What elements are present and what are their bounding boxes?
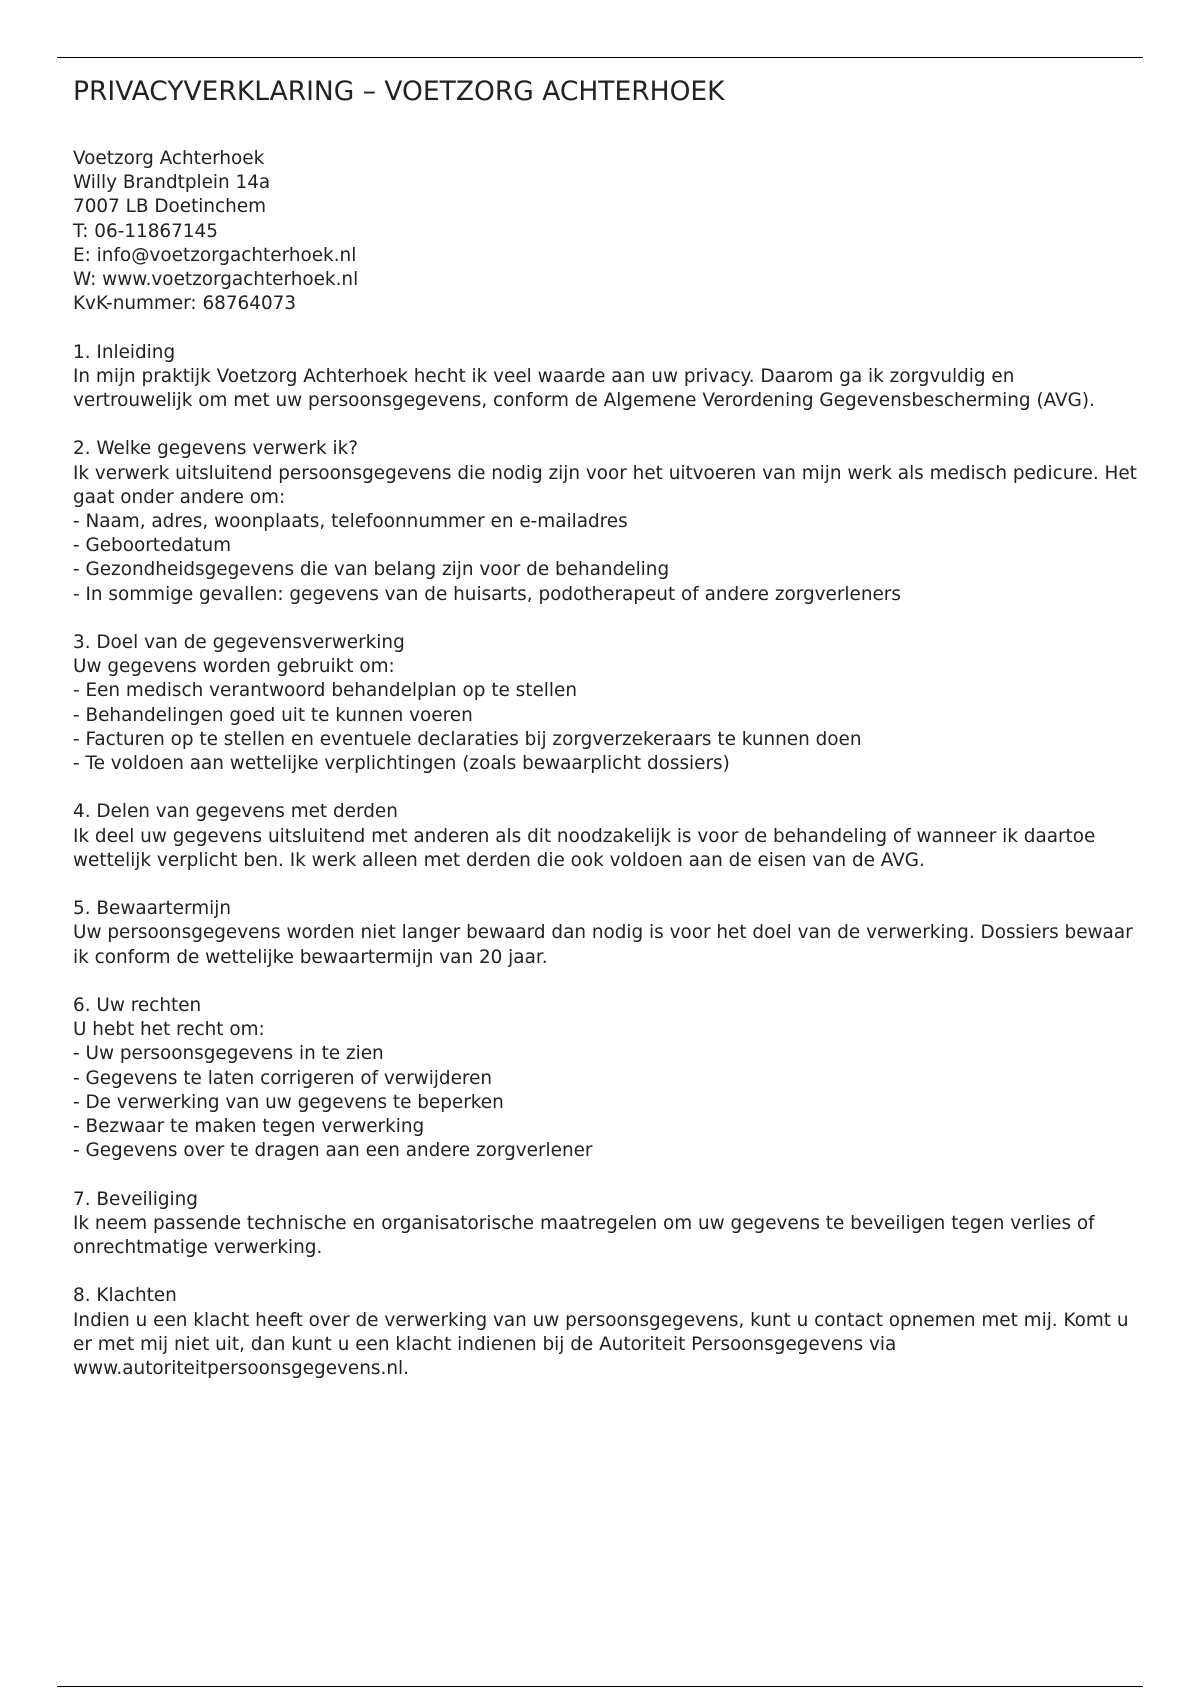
list-item: - Gegevens te laten corrigeren of verwijderen <box>73 1067 493 1089</box>
list-item: - Gegevens over te dragen aan een andere zorgverlener <box>73 1140 593 1162</box>
list-item: - Behandelingen goed uit te kunnen voeren <box>73 704 473 726</box>
list-item: - Facturen op te stellen en eventuele declaraties bij zorgverzekeraars te kunnen doen <box>73 728 862 750</box>
document-title: PRIVACYVERKLARING – VOETZORG ACHTERHOEK <box>73 76 725 107</box>
postal-city: 7007 LB Doetinchem <box>73 196 267 218</box>
section-heading: 7. Beveiliging <box>73 1188 198 1210</box>
section-heading: 2. Welke gegevens verwerk ik? <box>73 438 359 460</box>
bullet-list <box>73 679 1138 776</box>
section-inleiding <box>73 341 1138 414</box>
document-body <box>73 147 1138 1405</box>
list-item: - Bezwaar te maken tegen verwerking <box>73 1116 425 1138</box>
bottom-divider <box>57 1686 1143 1687</box>
section-body: Uw persoonsgegevens worden niet langer bewaard dan nodig is voor het doel van de verwerking. Dossiers bewaar ik conform de wettelijke bewaartermijn van 20 jaar. <box>73 922 1133 968</box>
section-heading: 1. Inleiding <box>73 341 176 363</box>
email-address: E: info@voetzorgachterhoek.nl <box>73 244 357 266</box>
section-beveiliging <box>73 1188 1138 1261</box>
section-heading: 3. Doel van de gegevensverwerking <box>73 632 405 654</box>
list-item: - Uw persoonsgegevens in te zien <box>73 1043 384 1065</box>
section-body: Ik verwerk uitsluitend persoonsgegevens die nodig zijn voor het uitvoeren van mijn werk als medisch pedicure. Het gaat onder andere om: <box>73 462 1137 508</box>
section-delen <box>73 800 1138 873</box>
section-body: Indien u een klacht heeft over de verwerking van uw persoonsgegevens, kunt u contact opnemen met mij. Komt u er met mij niet uit, dan kunt u een klacht indienen bij de Autoriteit Persoonsgegevens via www.autoriteitpersoonsgegevens.nl. <box>73 1309 1129 1380</box>
company-name: Voetzorg Achterhoek <box>73 148 265 169</box>
section-body: U hebt het recht om: <box>73 1019 265 1041</box>
kvk-number: KvK-nummer: 68764073 <box>73 293 297 315</box>
top-divider <box>57 57 1143 58</box>
section-doel <box>73 631 1138 776</box>
section-rechten <box>73 994 1138 1163</box>
contact-block <box>73 147 1138 316</box>
phone-number: T: 06-11867145 <box>73 220 218 242</box>
section-body: Uw gegevens worden gebruikt om: <box>73 656 395 678</box>
section-welke-gegevens <box>73 437 1138 606</box>
list-item: - Een medisch verantwoord behandelplan op te stellen <box>73 680 577 702</box>
section-klachten <box>73 1284 1138 1381</box>
section-heading: 4. Delen van gegevens met derden <box>73 801 398 823</box>
list-item: - Geboortedatum <box>73 535 232 557</box>
section-heading: 5. Bewaartermijn <box>73 898 232 920</box>
section-heading: 8. Klachten <box>73 1285 177 1307</box>
section-bewaartermijn <box>73 897 1138 970</box>
website-address: W: www.voetzorgachterhoek.nl <box>73 269 359 291</box>
street-address: Willy Brandtplein 14a <box>73 172 271 194</box>
section-body: Ik deel uw gegevens uitsluitend met anderen als dit noodzakelijk is voor de behandeling of wanneer ik daartoe wettelijk verplicht ben. Ik werk alleen met derden die ook voldoen aan de eisen van de AVG. <box>73 825 1096 871</box>
list-item: - De verwerking van uw gegevens te beperken <box>73 1091 504 1113</box>
section-body: Ik neem passende technische en organisatorische maatregelen om uw gegevens te beveiligen tegen verlies of onrechtmatige verwerking. <box>73 1212 1095 1259</box>
bullet-list <box>73 510 1138 607</box>
list-item: - In sommige gevallen: gegevens van de huisarts, podotherapeut of andere zorgverleners <box>73 583 901 605</box>
section-body: In mijn praktijk Voetzorg Achterhoek hecht ik veel waarde aan uw privacy. Daarom ga ik zorgvuldig en vertrouwelijk om met uw persoonsgegevens, conform de Algemene Verordening Gegevensbescherming (AVG). <box>73 365 1095 412</box>
list-item: - Gezondheidsgegevens die van belang zijn voor de behandeling <box>73 559 670 581</box>
bullet-list <box>73 1042 1138 1163</box>
list-item: - Te voldoen aan wettelijke verplichtingen (zoals bewaarplicht dossiers) <box>73 753 730 775</box>
section-heading: 6. Uw rechten <box>73 995 202 1017</box>
list-item: - Naam, adres, woonplaats, telefoonnummer en e-mailadres <box>73 511 628 533</box>
